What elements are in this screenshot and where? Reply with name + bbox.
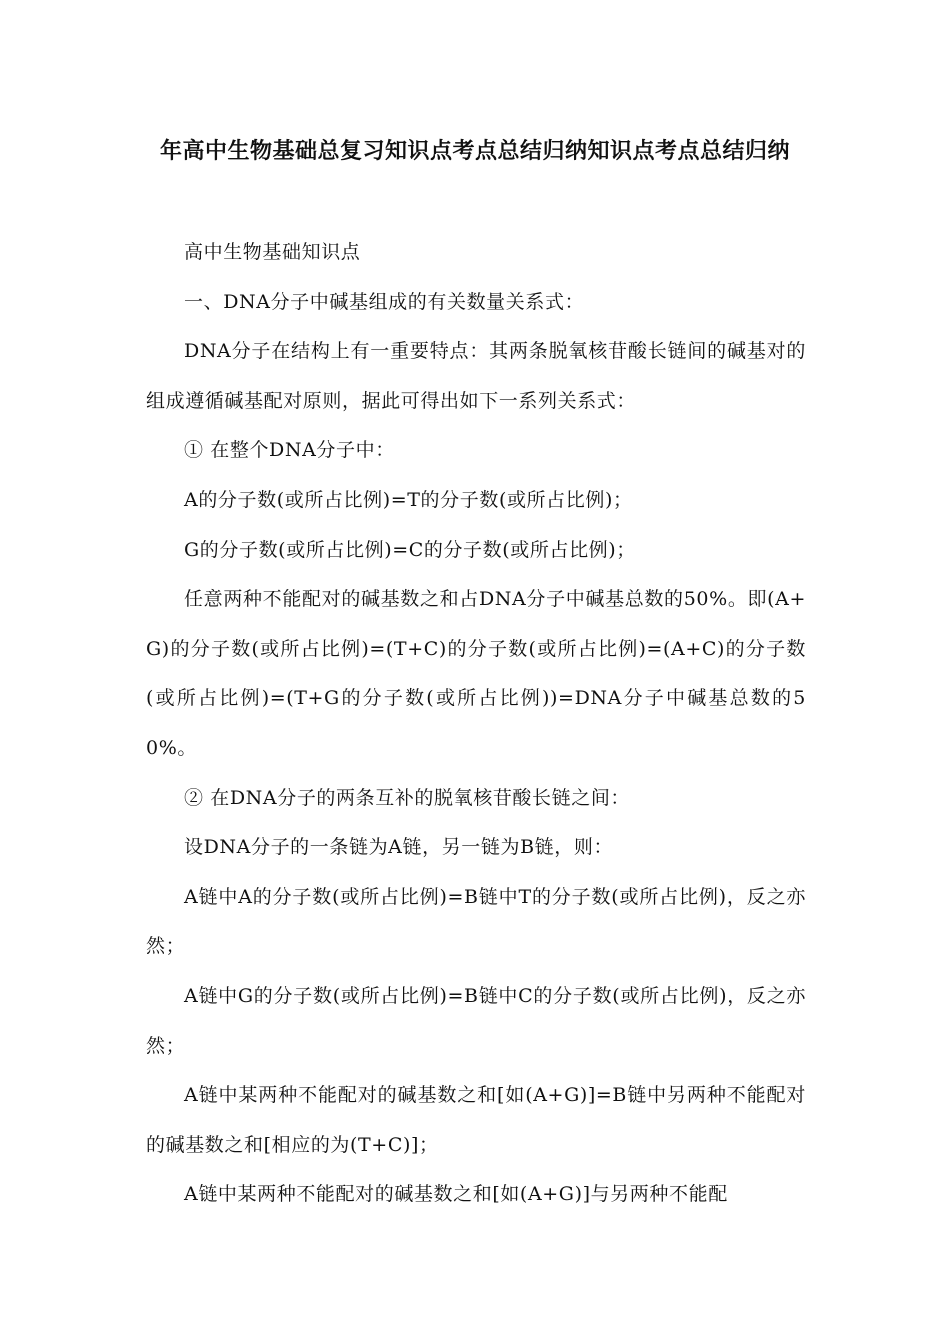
paragraph-g-equals-c: G的分子数(或所占比例)=C的分子数(或所占比例)； xyxy=(184,538,636,561)
paragraph-dna-heading: 一、DNA分子中碱基组成的有关数量关系式： xyxy=(184,290,585,313)
paragraph-chain-sum-ratio: A链中某两种不能配对的碱基数之和[如(A+G)]与另两种不能配 xyxy=(184,1183,728,1206)
paragraph-chain-definition: 设DNA分子的一条链为A链，另一链为B链，则： xyxy=(184,836,614,859)
paragraph-chain-sum-equal: A链中某两种不能配对的碱基数之和[如(A+G)]=B链中另两种不能配对的碱基数之和[相应的为(T+C)]； xyxy=(146,1084,806,1156)
document-body xyxy=(146,228,806,1220)
paragraph-chain-a-t: A链中A的分子数(或所占比例)=B链中T的分子数(或所占比例)，反之亦然； xyxy=(146,885,806,958)
paragraph-a-equals-t: A的分子数(或所占比例)=T的分子数(或所占比例)； xyxy=(184,488,633,511)
document-title: 年高中生物基础总复习知识点考点总结归纳知识点考点总结归纳 xyxy=(159,139,790,164)
paragraph-fifty-percent-rule: 任意两种不能配对的碱基数之和占DNA分子中碱基总数的50%。即(A+G)的分子数(或所占比例)=(T+C)的分子数(或所占比例)=(A+C)的分子数(或所占比例)=(T+G的分子数(或所占比例))=DNA分子中碱基总数的50%。 xyxy=(146,588,806,759)
paragraph-chain-g-c: A链中G的分子数(或所占比例)=B链中C的分子数(或所占比例)，反之亦然； xyxy=(146,984,806,1057)
paragraph-section-heading: 高中生物基础知识点 xyxy=(184,241,361,263)
paragraph-dna-intro: DNA分子在结构上有一重要特点：其两条脱氧核苷酸长链间的碱基对的组成遵循碱基配对原则，据此可得出如下一系列关系式： xyxy=(146,340,806,412)
paragraph-point-2: ② 在DNA分子的两条互补的脱氧核苷酸长链之间： xyxy=(184,786,631,809)
paragraph-point-1: ① 在整个DNA分子中： xyxy=(184,439,395,462)
